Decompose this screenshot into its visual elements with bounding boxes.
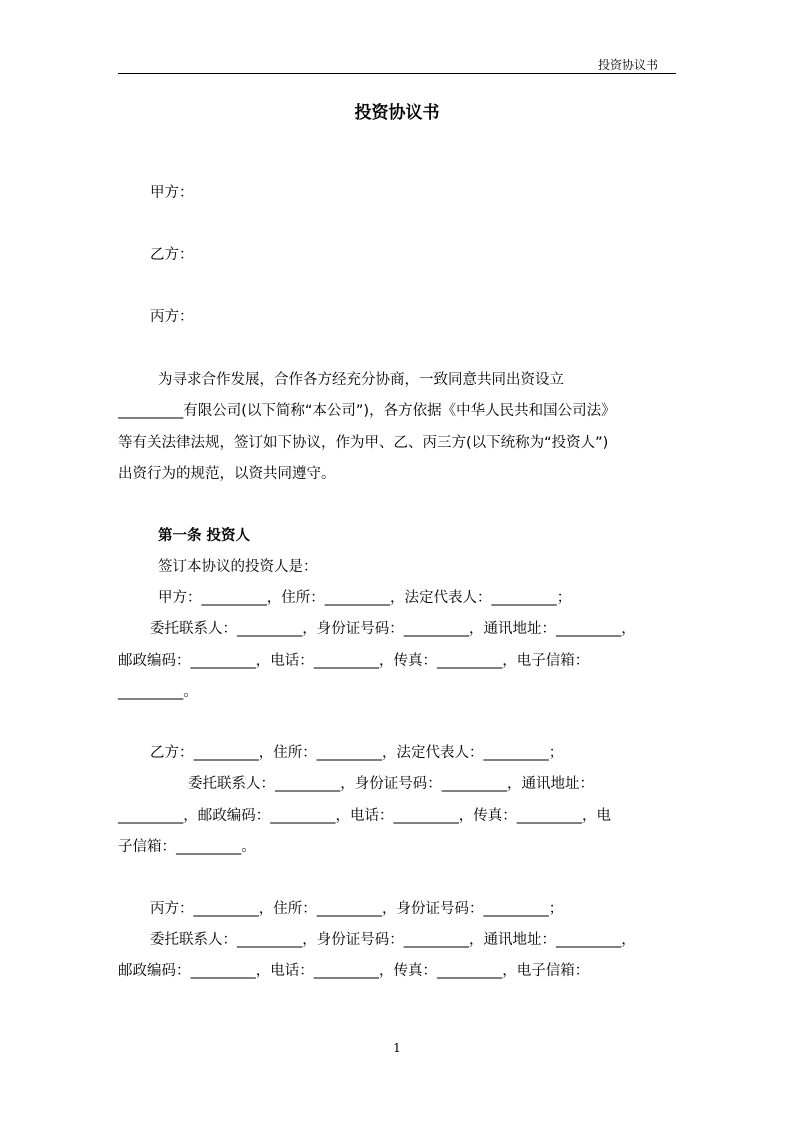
party-a-label: 甲方：: [150, 185, 194, 201]
party-c-line-3: 邮政编码：_________，电话：_________，传真：_________，电子信箱：: [118, 963, 590, 979]
party-c-line-1: 丙方：_________，住所：_________，身份证号码：_________；: [150, 901, 564, 917]
party-c-line-2: 委托联系人：_________，身份证号码：_________，通讯地址：_________，: [150, 932, 636, 948]
party-b-line-1: 乙方：_________，住所：_________，法定代表人：_________；: [150, 745, 564, 761]
party-a-line-2: 委托联系人：_________，身份证号码：_________，通讯地址：_________，: [150, 621, 636, 637]
page-number: 1: [393, 1041, 401, 1055]
article-1-intro: 签订本协议的投资人是：: [158, 559, 318, 575]
article-1-heading: 第一条 投资人: [158, 528, 251, 544]
party-c-label: 丙方：: [150, 309, 194, 325]
party-b-label: 乙方：: [150, 247, 194, 263]
running-header: 投资协议书: [597, 58, 658, 72]
party-b-line-2: 委托联系人：_________，身份证号码：_________，通讯地址：: [188, 776, 594, 792]
preamble-line-3: 等有关法律法规，签订如下协议，作为甲、乙、丙三方(以下统称为“投资人”): [118, 435, 609, 451]
header-rule: [118, 73, 676, 74]
party-a-line-4: _________。: [118, 684, 198, 700]
party-b-line-4: 子信箱：_________。: [118, 839, 256, 855]
document-title: 投资协议书: [354, 103, 440, 123]
party-b-line-3: _________，邮政编码：_________，电话：_________，传真：_________，电: [118, 808, 611, 824]
preamble-line-2: _________有限公司(以下简称“本公司”)，各方依据《中华人民共和国公司法》: [118, 403, 616, 419]
party-a-line-1: 甲方：_________，住所：_________，法定代表人：_________；: [158, 590, 572, 606]
preamble-line-4: 出资行为的规范，以资共同遵守。: [118, 466, 336, 482]
party-a-line-3: 邮政编码：_________，电话：_________，传真：_________，电子信箱：: [118, 653, 590, 669]
preamble-line-1: 为寻求合作发展，合作各方经充分协商，一致同意共同出资设立: [158, 372, 564, 388]
